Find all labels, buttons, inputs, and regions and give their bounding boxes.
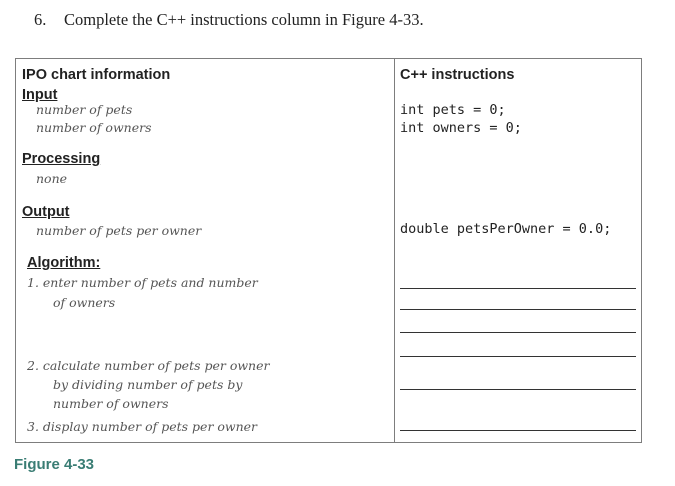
algorithm-step1-line2: of owners — [53, 295, 116, 310]
question — [34, 10, 424, 30]
answer-blank-line[interactable] — [400, 309, 636, 310]
answer-blank-line[interactable] — [400, 332, 636, 333]
answer-blank-line[interactable] — [400, 288, 636, 289]
figure-caption: Figure 4-33 — [14, 456, 95, 473]
algorithm-step2-line2: by dividing number of pets by — [53, 377, 243, 392]
question-text: Complete the C++ instructions column in Figure 4-33. — [64, 10, 424, 29]
input-item-owners: number of owners — [36, 120, 152, 135]
output-item-pets-per-owner: number of pets per owner — [36, 223, 202, 238]
code-double-pets-per-owner: double petsPerOwner = 0.0; — [400, 221, 612, 237]
code-int-owners: int owners = 0; — [400, 120, 522, 136]
question-number: 6. — [34, 10, 47, 29]
algorithm-label: Algorithm: — [27, 255, 101, 271]
input-item-pets: number of pets — [36, 102, 133, 117]
answer-blank-line[interactable] — [400, 430, 636, 431]
column-divider — [394, 59, 395, 442]
algorithm-step1-line1: 1. enter number of pets and number — [27, 275, 258, 290]
processing-label: Processing — [22, 151, 101, 167]
algorithm-step3-line1: 3. display number of pets per owner — [27, 419, 258, 434]
ipo-chart-header: IPO chart information — [22, 67, 171, 83]
algorithm-step2-line3: number of owners — [53, 396, 169, 411]
code-int-pets: int pets = 0; — [400, 102, 506, 118]
algorithm-step2-line1: 2. calculate number of pets per owner — [27, 358, 270, 373]
output-label: Output — [22, 204, 70, 220]
answer-blank-line[interactable] — [400, 389, 636, 390]
answer-blank-line[interactable] — [400, 356, 636, 357]
cpp-instructions-header: C++ instructions — [400, 67, 515, 83]
input-label: Input — [22, 87, 58, 103]
ipo-chart-table — [15, 58, 642, 443]
processing-item-none: none — [36, 171, 68, 186]
